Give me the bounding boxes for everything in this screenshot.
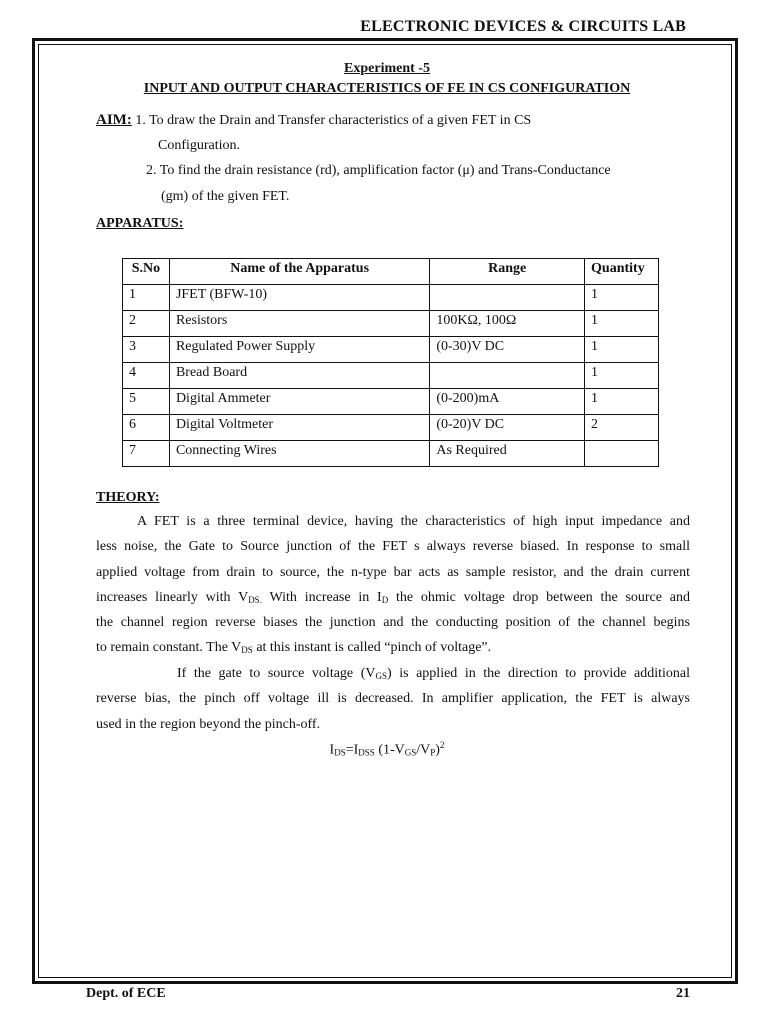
table-cell: Connecting Wires [169, 441, 429, 467]
apparatus-heading: APPARATUS: [96, 216, 184, 231]
table-cell: 100KΩ, 100Ω [430, 311, 585, 337]
apparatus-table [122, 258, 659, 467]
aim-section [96, 112, 531, 129]
theory-heading: THEORY: [96, 490, 160, 505]
table-cell: 1 [585, 337, 659, 363]
aim-line-3: 2. To find the drain resistance (rd), amplification factor (μ) and Trans-Conductance [146, 163, 611, 178]
table-row [123, 441, 659, 467]
aim-line-4: (gm) of the given FET. [161, 189, 290, 204]
experiment-title: INPUT AND OUTPUT CHARACTERISTICS OF FE IN CS CONFIGURATION [143, 81, 631, 96]
table-cell: As Required [430, 441, 585, 467]
table-row [123, 311, 659, 337]
table-cell: 1 [123, 285, 170, 311]
table-row [123, 389, 659, 415]
page-header-title: ELECTRONIC DEVICES & CIRCUITS LAB [360, 18, 686, 35]
table-cell: 7 [123, 441, 170, 467]
column-header: Name of the Apparatus [169, 259, 429, 285]
table-cell: 1 [585, 285, 659, 311]
column-header: S.No [123, 259, 170, 285]
text-line: to remain constant. The $V_{DS}$ at this instant is called “pinch of voltage”. [96, 640, 492, 656]
text-line: A FET is a three terminal device, having the characteristics of high input impedance and [137, 514, 690, 529]
column-header: Range [430, 259, 585, 285]
theory-paragraph-1 [96, 509, 690, 661]
table-cell: Resistors [169, 311, 429, 337]
table-cell: (0-20)V DC [430, 415, 585, 441]
text-line: less noise, the Gate to Source junction of the FET s always reverse biased. In response to small [96, 539, 690, 555]
aim-line-2: Configuration. [158, 138, 241, 153]
text-line: applied voltage from drain to source, the n-type bar acts as sample resistor, and the drain current [96, 564, 690, 580]
table-cell: 6 [123, 415, 170, 441]
table-cell: 3 [123, 337, 170, 363]
aim-line-1: 1. To draw the Drain and Transfer characteristics of a given FET in CS [135, 113, 532, 128]
pinch-off-formula: $I_{DS}=I_{DSS}$ $(1-V_{GS}/V_P)^2$ [329, 740, 445, 758]
table-cell: 4 [123, 363, 170, 389]
table-cell: 2 [123, 311, 170, 337]
table-row [123, 415, 659, 441]
table-cell: JFET (BFW-10) [169, 285, 429, 311]
table-cell: 1 [585, 363, 659, 389]
text-line: the channel region reverse biases the junction and the conducting position of the channel begins [96, 615, 690, 631]
footer-page-number: 21 [676, 986, 690, 1001]
table-row [123, 363, 659, 389]
text-line: If the gate to source voltage $(V_{GS})$ is applied in the direction to provide additional [177, 666, 690, 681]
table-cell: Bread Board [169, 363, 429, 389]
table-cell: 1 [585, 389, 659, 415]
table-cell [585, 441, 659, 467]
table-row [123, 285, 659, 311]
text-line: used in the region beyond the pinch-off. [96, 716, 321, 732]
table-cell: Digital Voltmeter [169, 415, 429, 441]
text-line: reverse bias, the pinch off voltage ill is decreased. In amplifier application, the FET is always [96, 691, 690, 707]
table-cell [430, 285, 585, 311]
theory-paragraph-2 [96, 661, 690, 737]
table-cell: (0-30)V DC [430, 337, 585, 363]
table-cell [430, 363, 585, 389]
table-cell: Digital Ammeter [169, 389, 429, 415]
aim-label: AIM: [96, 112, 132, 128]
column-header: Quantity [585, 259, 659, 285]
table-cell: Regulated Power Supply [169, 337, 429, 363]
table-cell: 1 [585, 311, 659, 337]
table-row [123, 337, 659, 363]
footer-department: Dept. of ECE [86, 986, 166, 1001]
text-line: increases linearly with $V_{DS.}$ With increase in $I_D$ the ohmic voltage drop between the source and [96, 589, 690, 605]
table-cell: 2 [585, 415, 659, 441]
experiment-number: Experiment -5 [344, 61, 430, 76]
table-cell: (0-200)mA [430, 389, 585, 415]
table-cell: 5 [123, 389, 170, 415]
table-header-row [123, 259, 659, 285]
